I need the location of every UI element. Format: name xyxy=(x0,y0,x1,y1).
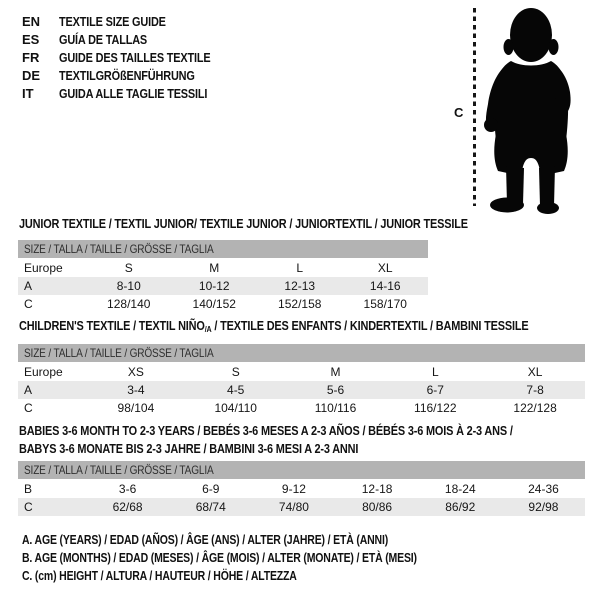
table-cell: 86/92 xyxy=(445,500,476,514)
lang-label: TEXTILE SIZE GUIDE xyxy=(59,13,166,29)
baby-silhouette-icon xyxy=(481,4,581,214)
table-cell: 158/170 xyxy=(363,297,407,311)
table-cell: XL xyxy=(377,261,393,275)
table-cell: 128/140 xyxy=(107,297,151,311)
lang-code: ES xyxy=(22,31,40,47)
lang-code: DE xyxy=(22,67,41,83)
children-title-part2: / TEXTILE DES ENFANTS / KINDERTEXTIL / BAMBINI TESSILE xyxy=(211,318,529,333)
size-header-bar xyxy=(18,461,585,479)
table-cell: 110/116 xyxy=(314,401,357,415)
row-label: C xyxy=(24,500,33,514)
table-cell: 18-24 xyxy=(444,482,476,496)
table-cell: 3-6 xyxy=(118,482,137,496)
children-title-part1: CHILDREN'S TEXTILE / TEXTIL NIÑO xyxy=(19,318,205,333)
table-cell: 116/122 xyxy=(414,401,457,415)
table-cell: 7-8 xyxy=(526,383,544,397)
lang-label: GUÍA DE TALLAS xyxy=(59,31,148,47)
table-cell: 122/128 xyxy=(513,401,557,415)
size-header-bar xyxy=(18,344,585,362)
row-label: B xyxy=(24,482,33,496)
babies-section-title-line2 xyxy=(19,441,423,456)
table-cell: 68/74 xyxy=(195,500,226,514)
legend-row-it xyxy=(22,84,239,102)
legend-row-es xyxy=(22,30,239,48)
table-cell: 14-16 xyxy=(369,279,401,293)
table-cell: 80/86 xyxy=(362,500,393,514)
table-row xyxy=(18,498,585,516)
row-label: C xyxy=(24,297,33,311)
table-cell: S xyxy=(124,261,133,275)
footnote-c-text: C. (cm) HEIGHT / ALTURA / HAUTEUR / HÖHE / ALTEZZA xyxy=(22,569,297,583)
table-row xyxy=(18,399,585,417)
legend-row-de xyxy=(22,66,239,84)
table-cell: 5-6 xyxy=(326,383,345,397)
table-cell: 92/98 xyxy=(528,500,559,514)
size-header-text: SIZE / TALLA / TAILLE / GRÖSSE / TAGLIA xyxy=(24,242,214,256)
table-cell: 12-18 xyxy=(361,482,393,496)
height-measure-label: C xyxy=(454,105,464,120)
legend-row-en xyxy=(22,12,239,30)
table-cell: S xyxy=(231,365,240,379)
children-title-text xyxy=(19,318,528,334)
table-cell: 4-5 xyxy=(227,383,245,397)
table-cell: 8-10 xyxy=(116,279,141,293)
legend-row-fr xyxy=(22,48,239,66)
lang-label: TEXTILGRÖßENFÜHRUNG xyxy=(59,67,195,83)
babies-size-table xyxy=(18,461,585,516)
lang-code: IT xyxy=(22,85,34,101)
lang-code: FR xyxy=(22,49,40,65)
height-dashed-line xyxy=(473,8,476,206)
size-header-text: SIZE / TALLA / TAILLE / GRÖSSE / TAGLIA xyxy=(24,463,214,477)
junior-section-title xyxy=(19,216,553,231)
size-header-bar xyxy=(18,240,428,258)
babies-section-title-line1 xyxy=(19,423,600,438)
row-label: Europe xyxy=(24,261,63,275)
table-cell: 152/158 xyxy=(278,297,322,311)
table-cell: 9-12 xyxy=(281,482,306,496)
footnote-b-text: B. AGE (MONTHS) / EDAD (MESES) / ÂGE (MOIS) / ALTER (MONATE) / ETÀ (MESI) xyxy=(22,551,417,565)
table-cell: 104/110 xyxy=(214,401,257,415)
table-cell: 6-9 xyxy=(202,482,220,496)
table-cell: XL xyxy=(527,365,543,379)
junior-title-text: JUNIOR TEXTILE / TEXTIL JUNIOR/ TEXTILE JUNIOR / JUNIORTEXTIL / JUNIOR TESSILE xyxy=(19,216,468,231)
table-cell: 62/68 xyxy=(112,500,143,514)
footnote-a xyxy=(22,533,458,547)
babies-title-line1-text: BABIES 3-6 MONTH TO 2-3 YEARS / BEBÉS 3-6 MESES A 2-3 AÑOS / BÉBÉS 3-6 MOIS À 2-3 ANS / xyxy=(19,423,513,438)
table-cell: 6-7 xyxy=(426,383,444,397)
children-size-table xyxy=(18,344,585,417)
children-section-title xyxy=(19,318,600,334)
table-cell: 24-36 xyxy=(528,482,559,496)
children-title-subscript: /A xyxy=(204,324,212,334)
footnote-a-text: A. AGE (YEARS) / EDAD (AÑOS) / ÂGE (ANS) / ALTER (JAHRE) / ETÀ (ANNI) xyxy=(22,533,389,547)
table-row xyxy=(18,381,585,399)
table-cell: XS xyxy=(127,365,144,379)
table-cell: M xyxy=(330,365,341,379)
table-cell: 74/80 xyxy=(278,500,309,514)
footnote-b xyxy=(22,551,492,565)
lang-code: EN xyxy=(22,13,41,29)
lang-label: GUIDA ALLE TAGLIE TESSILI xyxy=(59,85,208,101)
table-cell: 98/104 xyxy=(117,401,155,415)
row-label: A xyxy=(24,383,33,397)
table-cell: L xyxy=(431,365,439,379)
table-row xyxy=(18,277,428,295)
row-label: C xyxy=(24,401,33,415)
row-label: A xyxy=(24,279,33,293)
table-cell: 140/152 xyxy=(192,297,236,311)
lang-label: GUIDE DES TAILLES TEXTILE xyxy=(59,49,211,65)
footnote-c xyxy=(22,569,349,583)
table-cell: L xyxy=(296,261,304,275)
table-cell: M xyxy=(209,261,220,275)
table-row xyxy=(18,363,585,381)
table-row xyxy=(18,480,585,498)
table-row xyxy=(18,259,428,277)
junior-size-table xyxy=(18,240,428,313)
babies-title-line2-text: BABYS 3-6 MONATE BIS 2-3 JAHRE / BAMBINI 3-6 MESI A 2-3 ANNI xyxy=(19,441,359,456)
table-cell: 10-12 xyxy=(198,279,230,293)
row-label: Europe xyxy=(24,365,63,379)
table-row xyxy=(18,295,428,313)
table-cell: 3-4 xyxy=(127,383,145,397)
size-header-text: SIZE / TALLA / TAILLE / GRÖSSE / TAGLIA xyxy=(24,346,214,360)
table-cell: 12-13 xyxy=(284,279,316,293)
language-legend xyxy=(22,12,239,102)
